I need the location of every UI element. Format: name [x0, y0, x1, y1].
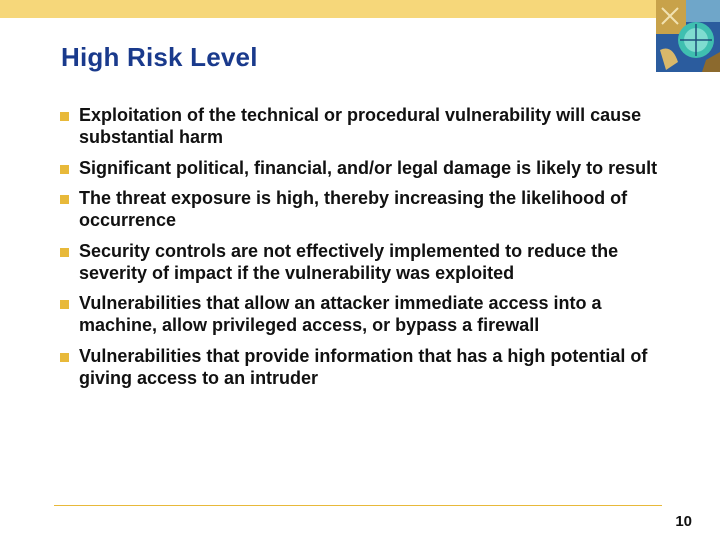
bullet-item [60, 240, 660, 284]
bullet-text: Security controls are not effectively implemented to reduce the severity of impact if the vulnerability was exploited [79, 240, 619, 283]
square-bullet-icon [60, 248, 69, 257]
square-bullet-icon [60, 353, 69, 362]
bullet-text: Vulnerabilities that allow an attacker immediate access into a machine, allow privileged access, or bypass a firewall [79, 293, 602, 335]
bullet-text: Significant political, financial, and/or legal damage is likely to result [79, 157, 658, 178]
bullet-list [60, 104, 660, 397]
square-bullet-icon [60, 112, 69, 121]
bullet-item [60, 104, 660, 148]
square-bullet-icon [60, 195, 69, 204]
square-bullet-icon [60, 300, 69, 309]
bullet-item [60, 345, 660, 389]
bullet-text: Exploitation of the technical or procedural vulnerability will cause substantial harm [79, 105, 642, 147]
decorative-collage-icon [656, 0, 720, 72]
bullet-text: The threat exposure is high, thereby increasing the likelihood of occurrence [79, 188, 628, 230]
slide-title: High Risk Level [61, 42, 258, 72]
page-number: 10 [675, 513, 692, 530]
bullet-item [60, 157, 660, 179]
bullet-item [60, 187, 660, 231]
bullet-item [60, 292, 660, 336]
bullet-text: Vulnerabilities that provide information that has a high potential of giving access to an intruder [79, 345, 648, 388]
footer-divider [54, 505, 662, 506]
top-accent-band [0, 0, 720, 18]
square-bullet-icon [60, 165, 69, 174]
